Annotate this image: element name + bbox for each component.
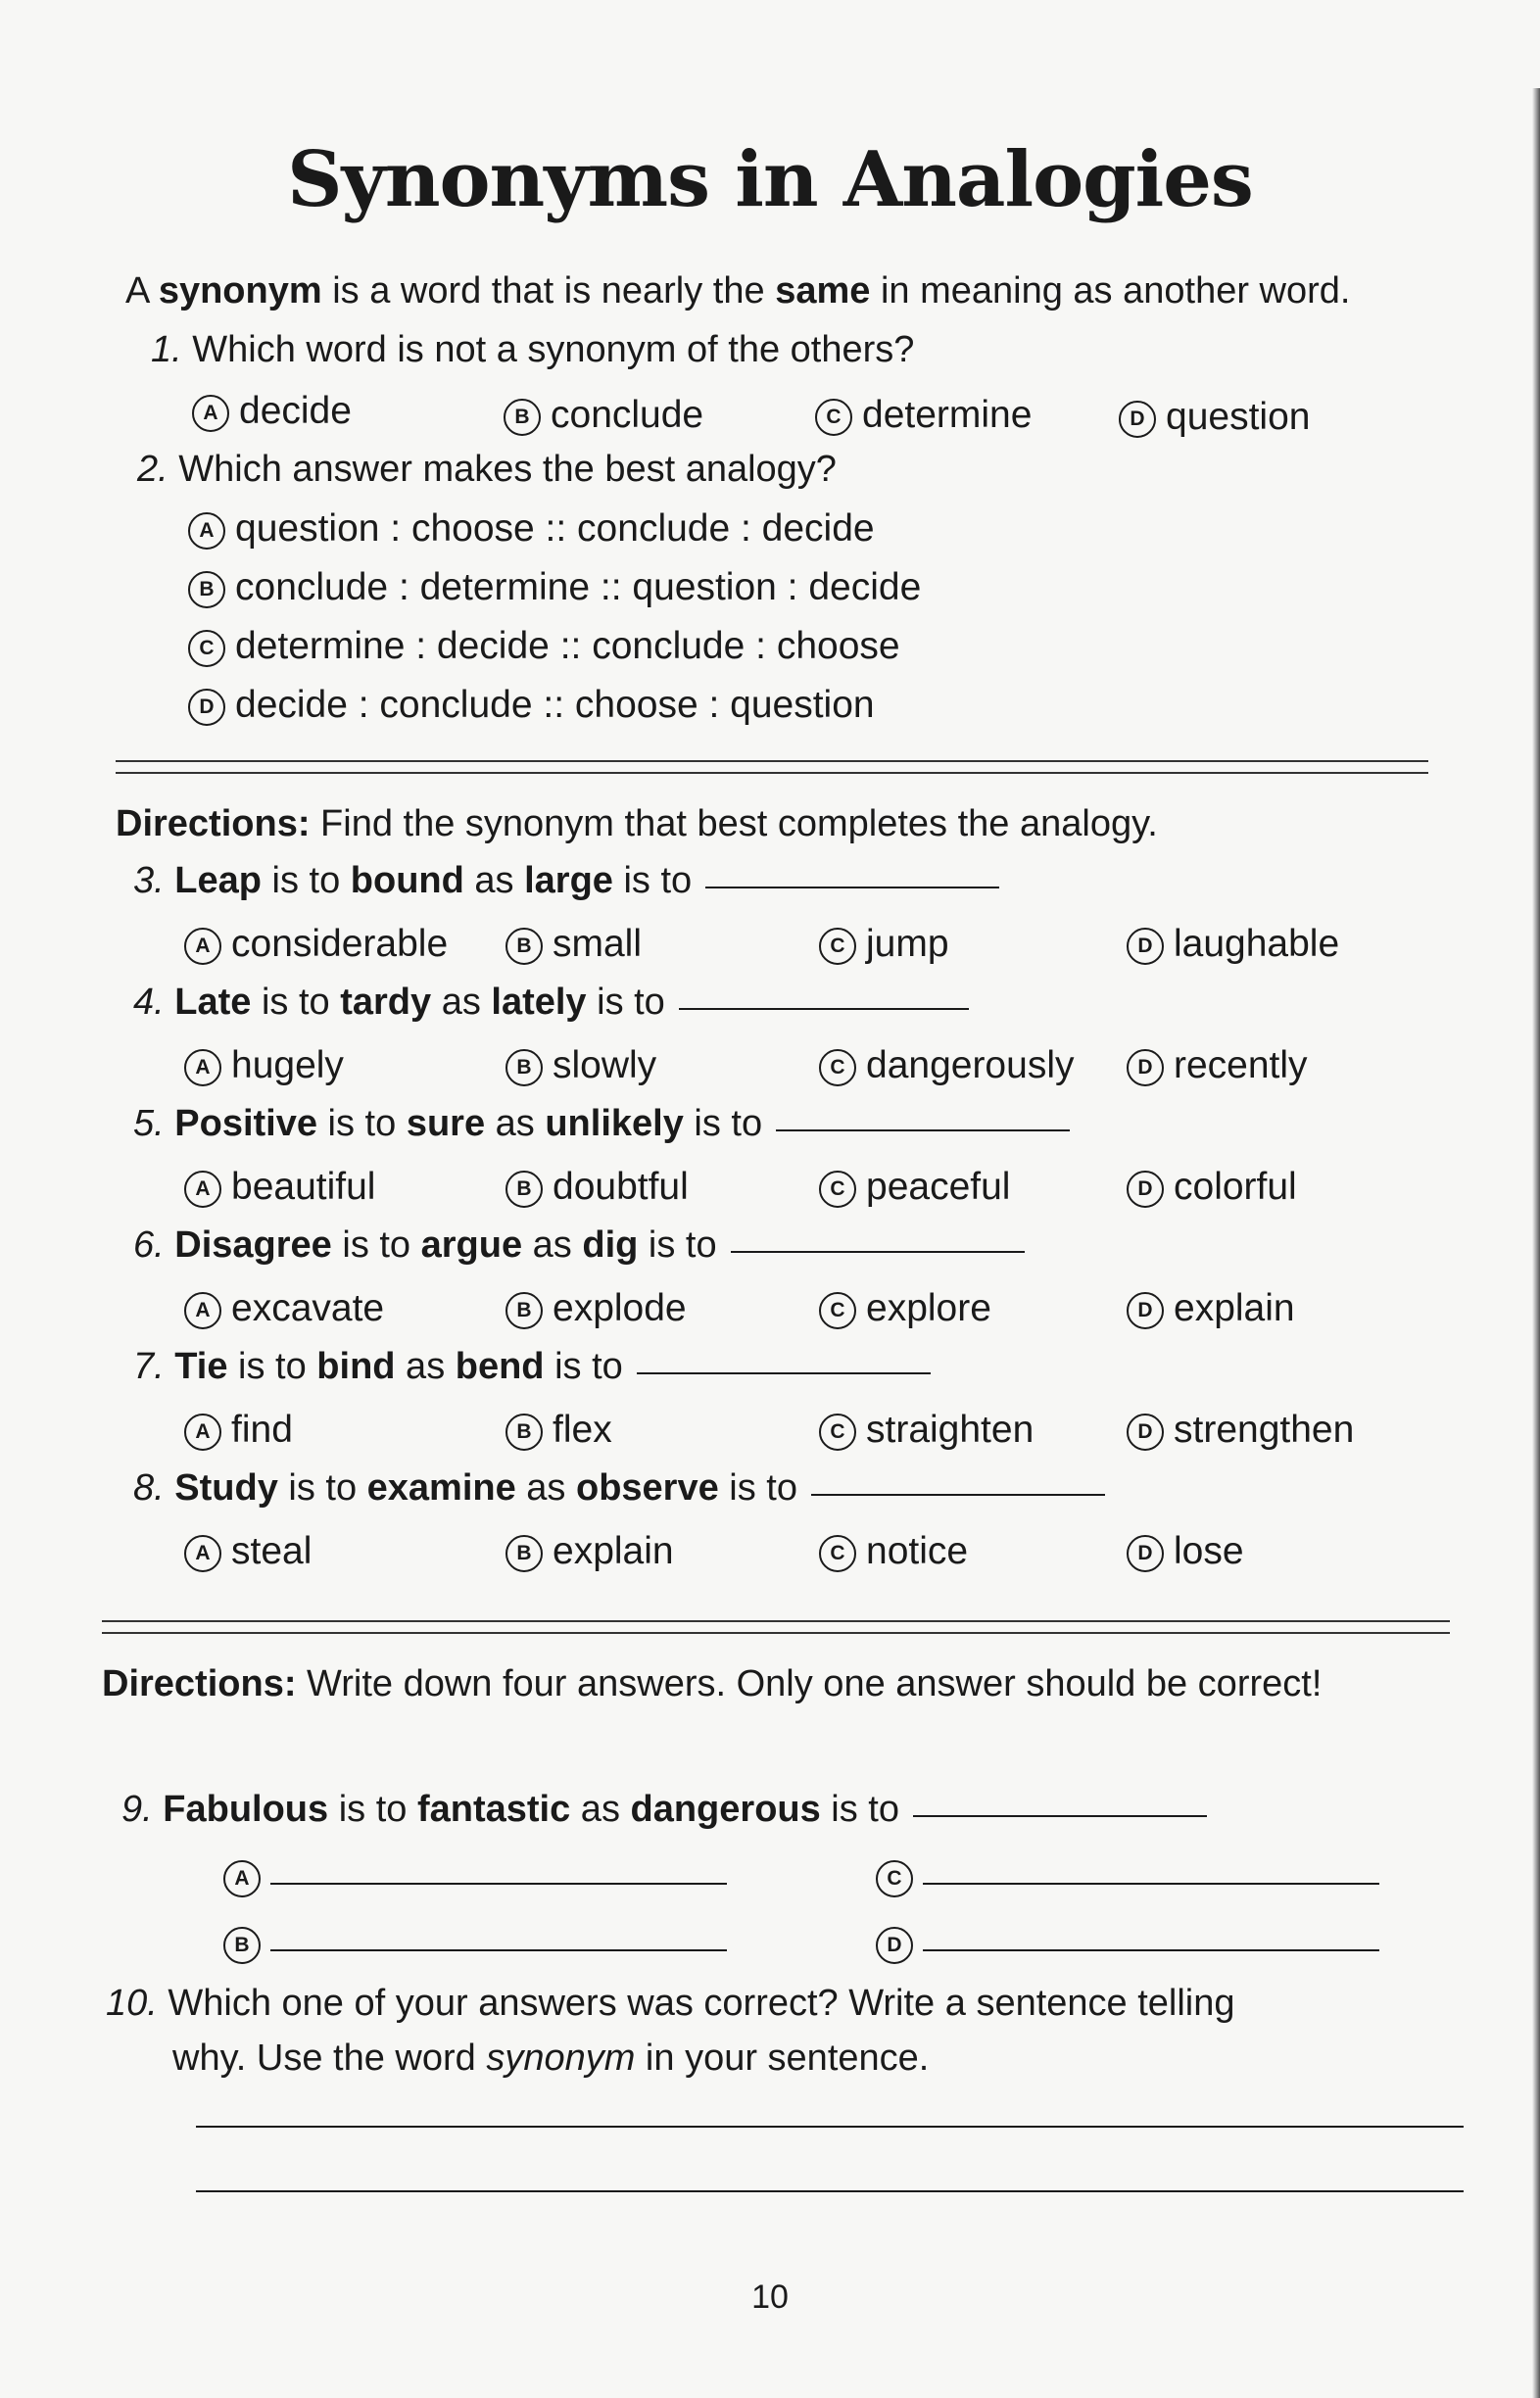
analogy-option-a[interactable] xyxy=(184,1530,312,1573)
option-text: laughable xyxy=(1174,923,1340,965)
question-number: 6. xyxy=(133,1224,165,1266)
answer-blank[interactable] xyxy=(705,886,999,888)
q9-answer-c[interactable] xyxy=(876,1855,1379,1898)
question-10 xyxy=(106,1983,1235,2025)
analogy-word: observe xyxy=(575,1467,719,1509)
analogy-option-b[interactable] xyxy=(505,1044,656,1087)
analogy-connector: as xyxy=(570,1789,631,1830)
q2-option-b[interactable] xyxy=(188,566,921,609)
option-letter-circle-icon: D xyxy=(1127,1292,1164,1329)
question-text: Which word is not a synonym of the others? xyxy=(192,329,915,370)
analogy-connector: is to xyxy=(251,982,341,1023)
question-text: Which answer makes the best analogy? xyxy=(178,449,837,490)
option-text: strengthen xyxy=(1174,1409,1355,1451)
option-text: recently xyxy=(1174,1044,1308,1086)
option-letter-circle-icon: D xyxy=(1127,928,1164,965)
option-letter-circle-icon: C xyxy=(819,1049,856,1086)
section-divider xyxy=(102,1620,1450,1622)
analogy-option-b[interactable] xyxy=(505,1530,674,1573)
option-letter-circle-icon: A xyxy=(223,1860,261,1897)
option-text: doubtful xyxy=(553,1166,689,1208)
analogy-connector: is to xyxy=(820,1789,899,1830)
analogy-word: Fabulous xyxy=(163,1789,329,1830)
option-text: considerable xyxy=(231,923,449,965)
section-divider xyxy=(102,1632,1450,1634)
answer-blank[interactable] xyxy=(776,1128,1070,1131)
analogy-connector: is to xyxy=(277,1467,367,1509)
option-letter-circle-icon: C xyxy=(819,928,856,965)
option-text: decide xyxy=(239,390,352,432)
intro-bold-same: same xyxy=(775,270,871,312)
analogy-option-a[interactable] xyxy=(184,923,448,966)
option-text: small xyxy=(553,923,643,965)
directions-label: Directions: xyxy=(102,1663,297,1704)
analogy-connector: is to xyxy=(331,1224,421,1266)
option-letter-circle-icon: B xyxy=(188,571,225,608)
analogy-option-b[interactable] xyxy=(505,1409,612,1452)
q9-answer-b[interactable] xyxy=(223,1922,727,1965)
directions-1 xyxy=(116,803,1158,845)
analogy-connector: is to xyxy=(328,1789,417,1830)
option-text: excavate xyxy=(231,1287,385,1329)
analogy-word: Disagree xyxy=(174,1224,332,1266)
option-text: dangerously xyxy=(866,1044,1075,1086)
option-text: determine : decide :: conclude : choose xyxy=(235,625,900,667)
question-1 xyxy=(151,329,914,371)
option-letter-circle-icon: B xyxy=(505,1171,543,1208)
analogy-word: bend xyxy=(455,1346,545,1387)
page-edge-shadow xyxy=(1532,88,1540,2398)
question-number: 4. xyxy=(133,982,165,1023)
q9-answer-d[interactable] xyxy=(876,1922,1379,1965)
analogy-word: dig xyxy=(582,1224,639,1266)
analogy-option-d[interactable] xyxy=(1127,1530,1244,1573)
analogy-word: large xyxy=(524,860,613,901)
option-text: conclude xyxy=(551,394,704,436)
analogy-option-d[interactable] xyxy=(1127,1166,1297,1209)
page-number: 10 xyxy=(751,2278,789,2316)
option-letter-circle-icon: B xyxy=(505,1414,543,1451)
option-text: question xyxy=(1166,396,1311,438)
analogy-word: examine xyxy=(366,1467,516,1509)
option-letter-circle-icon: A xyxy=(184,928,221,965)
option-text: peaceful xyxy=(866,1166,1011,1208)
analogy-connector: as xyxy=(395,1346,456,1387)
analogy-option-c[interactable] xyxy=(819,1287,991,1330)
option-text: steal xyxy=(231,1530,313,1572)
option-text: jump xyxy=(866,923,949,965)
question-number: 10. xyxy=(106,1983,158,2024)
option-letter-circle-icon: D xyxy=(876,1927,913,1964)
page-title: Synonyms in Analogies xyxy=(287,135,1253,224)
option-letter-circle-icon: A xyxy=(184,1049,221,1086)
analogy-word: bind xyxy=(316,1346,396,1387)
option-letter-circle-icon: A xyxy=(184,1292,221,1329)
answer-blank[interactable] xyxy=(811,1493,1105,1496)
question-number: 1. xyxy=(151,329,182,370)
writing-line[interactable] xyxy=(196,2126,1464,2128)
option-letter-circle-icon: C xyxy=(815,399,852,436)
intro-text: in meaning as another word. xyxy=(870,270,1351,312)
intro-text: is a word that is nearly the xyxy=(321,270,776,312)
directions-label: Directions: xyxy=(116,803,311,844)
answer-line[interactable] xyxy=(270,1948,727,1951)
analogy-option-d[interactable] xyxy=(1127,1409,1354,1452)
analogy-option-b[interactable] xyxy=(505,923,642,966)
analogy-word: fantastic xyxy=(416,1789,571,1830)
analogy-connector: is to xyxy=(612,860,693,901)
analogy-option-b[interactable] xyxy=(505,1166,689,1209)
answer-line[interactable] xyxy=(923,1948,1379,1951)
option-letter-circle-icon: C xyxy=(188,630,225,667)
analogy-connector: is to xyxy=(544,1346,623,1387)
answer-blank[interactable] xyxy=(731,1250,1025,1253)
analogy-option-c[interactable] xyxy=(819,1044,1074,1087)
option-text: lose xyxy=(1174,1530,1244,1572)
option-letter-circle-icon: B xyxy=(505,1292,543,1329)
q1-option-a[interactable] xyxy=(192,390,352,433)
analogy-option-a[interactable] xyxy=(184,1166,375,1209)
question-text-italic: synonym xyxy=(486,2038,636,2079)
intro-text: A xyxy=(125,270,159,312)
answer-blank[interactable] xyxy=(913,1814,1207,1817)
directions-text: Find the synonym that best completes the analogy. xyxy=(310,803,1158,844)
option-letter-circle-icon: A xyxy=(184,1414,221,1451)
option-letter-circle-icon: C xyxy=(819,1171,856,1208)
option-letter-circle-icon: A xyxy=(192,395,229,432)
option-text: flex xyxy=(553,1409,612,1451)
analogy-option-d[interactable] xyxy=(1127,923,1339,966)
analogy-word: sure xyxy=(406,1103,486,1144)
analogy-option-d[interactable] xyxy=(1127,1287,1295,1330)
analogy-connector: as xyxy=(431,982,492,1023)
question-text: in your sentence. xyxy=(635,2038,930,2079)
option-letter-circle-icon: D xyxy=(1127,1414,1164,1451)
analogy-connector: as xyxy=(463,860,525,901)
option-letter-circle-icon: D xyxy=(1127,1171,1164,1208)
question-text: why. Use the word xyxy=(172,2038,487,2079)
analogy-option-c[interactable] xyxy=(819,1166,1010,1209)
analogy-option-c[interactable] xyxy=(819,1530,968,1573)
analogy-word: Leap xyxy=(174,860,262,901)
analogy-word: Late xyxy=(174,982,252,1023)
analogy-connector: is to xyxy=(683,1103,763,1144)
q1-option-b[interactable] xyxy=(504,394,703,437)
option-text: hugely xyxy=(231,1044,344,1086)
option-text: question : choose :: conclude : decide xyxy=(235,507,875,550)
analogy-connector: as xyxy=(485,1103,546,1144)
question-9 xyxy=(121,1789,1207,1831)
option-letter-circle-icon: C xyxy=(819,1414,856,1451)
analogy-word: argue xyxy=(420,1224,523,1266)
option-letter-circle-icon: A xyxy=(184,1535,221,1572)
analogy-question xyxy=(133,1346,931,1388)
analogy-connector: is to xyxy=(718,1467,797,1509)
analogy-option-a[interactable] xyxy=(184,1409,293,1452)
q2-option-a[interactable] xyxy=(188,507,875,551)
q9-answer-a[interactable] xyxy=(223,1855,727,1898)
question-number: 8. xyxy=(133,1467,165,1509)
option-letter-circle-icon: D xyxy=(1119,401,1156,438)
analogy-connector: is to xyxy=(586,982,665,1023)
analogy-word: Tie xyxy=(174,1346,228,1387)
option-text: determine xyxy=(862,394,1033,436)
option-text: explode xyxy=(553,1287,687,1329)
analogy-connector: is to xyxy=(261,860,351,901)
analogy-option-a[interactable] xyxy=(184,1044,344,1087)
option-letter-circle-icon: B xyxy=(505,928,543,965)
answer-line[interactable] xyxy=(270,1882,727,1885)
writing-line[interactable] xyxy=(196,2190,1464,2192)
analogy-question xyxy=(133,1467,1105,1510)
option-letter-circle-icon: C xyxy=(819,1292,856,1329)
q1-option-d[interactable] xyxy=(1119,396,1310,439)
option-letter-circle-icon: B xyxy=(223,1927,261,1964)
analogy-option-a[interactable] xyxy=(184,1287,384,1330)
question-2 xyxy=(137,449,837,491)
option-text: slowly xyxy=(553,1044,657,1086)
option-letter-circle-icon: A xyxy=(188,512,225,550)
option-text: beautiful xyxy=(231,1166,376,1208)
option-letter-circle-icon: D xyxy=(1127,1535,1164,1572)
intro-sentence xyxy=(125,270,1350,312)
option-letter-circle-icon: A xyxy=(184,1171,221,1208)
option-letter-circle-icon: D xyxy=(188,689,225,726)
option-letter-circle-icon: C xyxy=(876,1860,913,1897)
answer-line[interactable] xyxy=(923,1882,1379,1885)
option-text: explain xyxy=(553,1530,674,1572)
analogy-word: dangerous xyxy=(630,1789,821,1830)
analogy-connector: is to xyxy=(317,1103,407,1144)
analogy-question xyxy=(133,1103,1070,1145)
q2-option-c[interactable] xyxy=(188,625,900,668)
analogy-word: Positive xyxy=(174,1103,317,1144)
q2-option-d[interactable] xyxy=(188,684,875,727)
option-text: explore xyxy=(866,1287,991,1329)
analogy-connector: as xyxy=(522,1224,583,1266)
analogy-option-c[interactable] xyxy=(819,923,949,966)
option-text: colorful xyxy=(1174,1166,1297,1208)
analogy-option-b[interactable] xyxy=(505,1287,687,1330)
analogy-connector: is to xyxy=(638,1224,717,1266)
question-number: 3. xyxy=(133,860,165,901)
option-letter-circle-icon: C xyxy=(819,1535,856,1572)
option-text: find xyxy=(231,1409,293,1451)
analogy-option-c[interactable] xyxy=(819,1409,1034,1452)
question-number: 2. xyxy=(137,449,168,490)
answer-blank[interactable] xyxy=(679,1007,969,1010)
intro-bold-synonym: synonym xyxy=(158,270,322,312)
option-text: notice xyxy=(866,1530,969,1572)
analogy-word: unlikely xyxy=(545,1103,684,1144)
section-divider xyxy=(116,772,1428,774)
option-text: straighten xyxy=(866,1409,1035,1451)
analogy-word: lately xyxy=(491,982,587,1023)
option-text: explain xyxy=(1174,1287,1295,1329)
option-letter-circle-icon: B xyxy=(505,1535,543,1572)
analogy-connector: as xyxy=(515,1467,576,1509)
analogy-question xyxy=(133,982,969,1024)
option-text: decide : conclude :: choose : question xyxy=(235,684,875,726)
answer-blank[interactable] xyxy=(637,1371,931,1374)
question-10-line-2 xyxy=(172,2038,929,2080)
directions-text: Write down four answers. Only one answer should be correct! xyxy=(296,1663,1323,1704)
analogy-word: tardy xyxy=(340,982,432,1023)
question-number: 9. xyxy=(121,1789,153,1830)
question-text: Which one of your answers was correct? Write a sentence telling xyxy=(168,1983,1235,2024)
question-number: 7. xyxy=(133,1346,165,1387)
analogy-question xyxy=(133,860,999,902)
analogy-word: Study xyxy=(174,1467,278,1509)
analogy-word: bound xyxy=(350,860,464,901)
analogy-question xyxy=(133,1224,1025,1267)
question-number: 5. xyxy=(133,1103,165,1144)
option-text: conclude : determine :: question : decide xyxy=(235,566,922,608)
section-divider xyxy=(116,760,1428,762)
option-letter-circle-icon: B xyxy=(505,1049,543,1086)
option-letter-circle-icon: D xyxy=(1127,1049,1164,1086)
directions-2 xyxy=(102,1663,1322,1705)
q1-option-c[interactable] xyxy=(815,394,1032,437)
option-letter-circle-icon: B xyxy=(504,399,541,436)
analogy-connector: is to xyxy=(227,1346,317,1387)
analogy-option-d[interactable] xyxy=(1127,1044,1308,1087)
